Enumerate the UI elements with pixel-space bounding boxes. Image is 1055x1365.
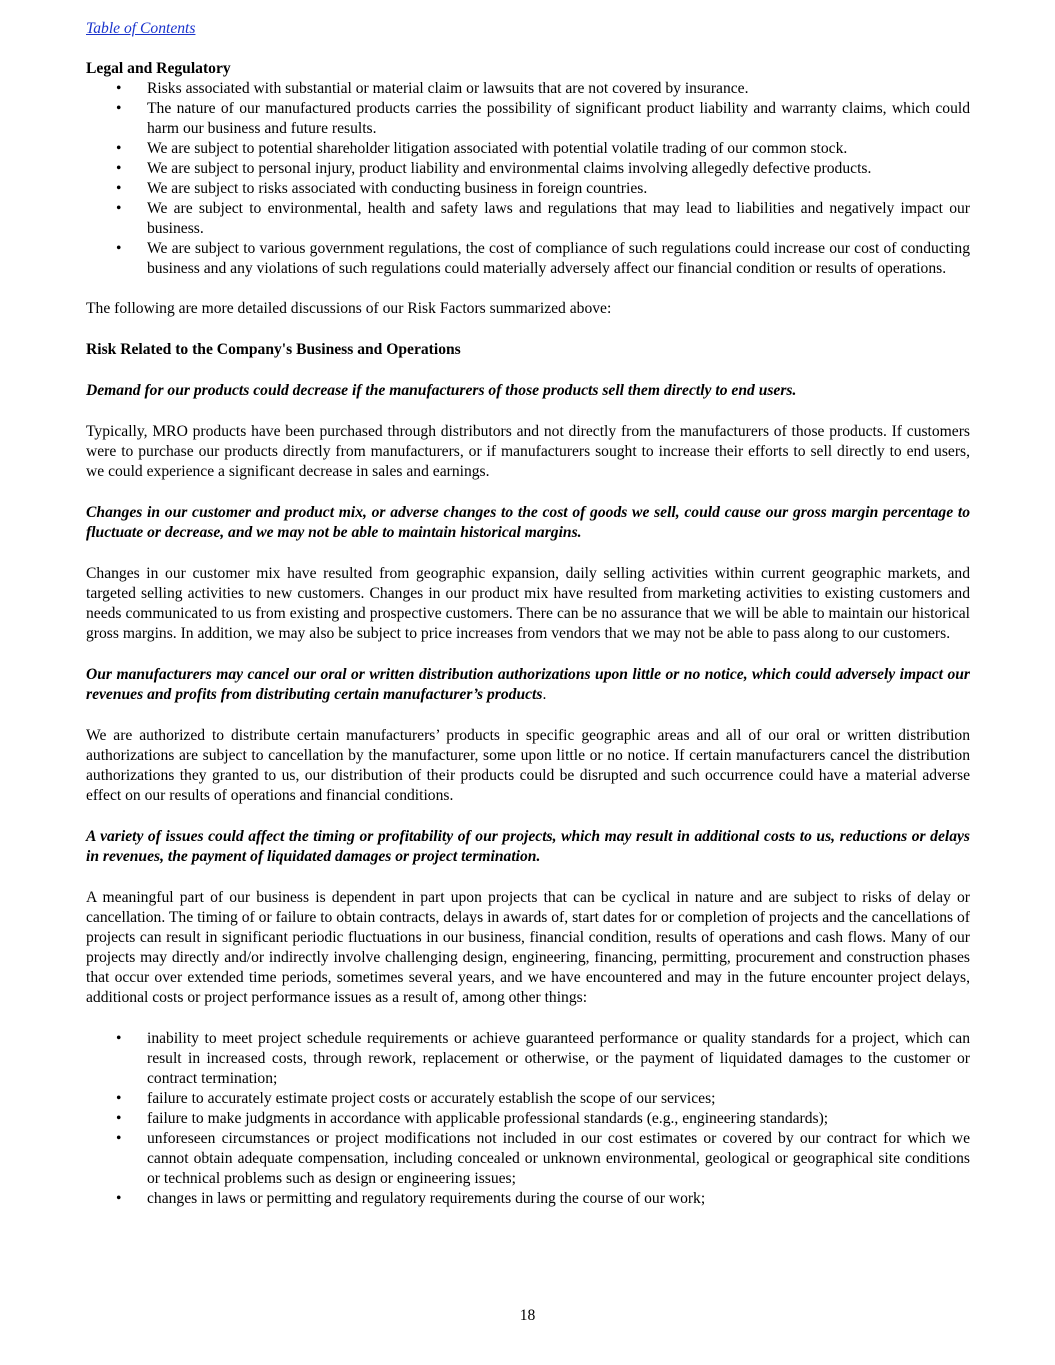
- project-issues-list: [86, 1029, 970, 1209]
- risk-body-margin: Changes in our customer mix have resulted from geographic expansion, daily selling activities within current geographic markets, and targeted selling activities to new customers. Changes in our product mix have resulted from marketing activities to existing customers and needs communicated to us from existing and prospective customers. There can be no assurance that we will be able to maintain our historical gross margins. In addition, we may also be subject to price increases from vendors that we may not be able to pass along to our customers.: [86, 565, 970, 642]
- document-page: [86, 19, 970, 1209]
- legal-regulatory-list: [86, 79, 970, 279]
- risk-heading-distribution: Our manufacturers may cancel our oral or written distribution authorizations upon little or no notice, which could adversely impact our revenues and profits from distributing certain manufacturer’s products.: [86, 666, 970, 703]
- list-item: • We are subject to environmental, health and safety laws and regulations that may lead to liabilities and negatively impact our business.: [116, 200, 970, 237]
- page-number: 18: [519, 1307, 536, 1324]
- list-item: • changes in laws or permitting and regulatory requirements during the course of our work;: [116, 1190, 706, 1207]
- list-item: • The nature of our manufactured products carries the possibility of significant product liability and warranty claims, which could harm our business and future results.: [116, 100, 970, 137]
- list-item: • inability to meet project schedule requirements or achieve guaranteed performance or quality standards for a project, which can result in increased costs, through rework, replacement or otherwise, or the payment of liquidated damages to the customer or contract termination;: [116, 1030, 970, 1087]
- bullet-icon: •: [116, 1030, 122, 1047]
- bullet-icon: •: [116, 1090, 122, 1107]
- bullet-icon: •: [116, 180, 122, 197]
- bullet-icon: •: [116, 1190, 122, 1207]
- bullet-icon: •: [116, 160, 122, 177]
- list-item: • We are subject to personal injury, product liability and environmental claims involving allegedly defective products.: [116, 160, 872, 177]
- risk-body-distribution: We are authorized to distribute certain manufacturers’ products in specific geographic areas and all of our oral or written distribution authorizations are subject to cancellation by the manufacturer, some upon little or no notice. If certain manufacturers cancel the distribution authorizations they granted to us, our distribution of their products could be disrupted and such occurrence could have a material adverse effect on our results of operations and financial conditions.: [86, 727, 970, 804]
- list-item: • failure to make judgments in accordance with applicable professional standards (e.g., engineering standards);: [116, 1110, 829, 1127]
- bullet-icon: •: [116, 1110, 122, 1127]
- list-item: • We are subject to risks associated with conducting business in foreign countries.: [116, 180, 648, 197]
- legal-regulatory-heading: Legal and Regulatory: [86, 60, 231, 77]
- list-item: • unforeseen circumstances or project modifications not included in our cost estimates or covered by our contract for which we cannot obtain adequate compensation, including concealed or unknown environmental, geological or geographical site conditions or technical problems such as design or engineering issues;: [116, 1130, 970, 1187]
- risk-heading-direct-sales: Demand for our products could decrease if the manufacturers of those products sell them directly to end users.: [86, 382, 797, 399]
- risk-body-direct-sales: Typically, MRO products have been purchased through distributors and not directly from the manufacturers of those products. If customers were to purchase our products directly from manufacturers, or if manufacturers sought to increase their efforts to sell directly to end users, we could experience a significant decrease in sales and earnings.: [86, 423, 970, 480]
- bullet-icon: •: [116, 1130, 122, 1147]
- risk-body-projects: A meaningful part of our business is dependent in part upon projects that can be cyclical in nature and are subject to risks of delay or cancellation. The timing of or failure to obtain contracts, delays in awards of, start dates for or completion of projects and the cancellations of projects can result in significant periodic fluctuations in our business, financial condition, results of operations and cash flows. Many of our projects may directly and/or indirectly involve challenging design, engineering, financing, permitting, procurement and construction phases that occur over extended time periods, sometimes several years, and we have encountered and may in the future encounter project delays, additional costs or project performance issues as a result of, among other things:: [86, 889, 970, 1006]
- bullet-icon: •: [116, 140, 122, 157]
- risk-heading-projects: A variety of issues could affect the timing or profitability of our projects, which may result in additional costs to us, reductions or delays in revenues, the payment of liquidated damages or project termination.: [86, 828, 970, 865]
- list-item: • We are subject to potential shareholder litigation associated with potential volatile trading of our common stock.: [116, 140, 848, 157]
- list-item: • failure to accurately estimate project costs or accurately establish the scope of our services;: [116, 1090, 716, 1107]
- bullet-icon: •: [116, 100, 122, 117]
- section-heading: Risk Related to the Company's Business and Operations: [86, 341, 461, 358]
- list-item: • We are subject to various government regulations, the cost of compliance of such regulations could increase our cost of conducting business and any violations of such regulations could materially adversely affect our financial condition or results of operations.: [116, 240, 970, 277]
- list-item: • Risks associated with substantial or material claim or lawsuits that are not covered by insurance.: [116, 80, 749, 97]
- bullet-icon: •: [116, 80, 122, 97]
- bullet-icon: •: [116, 240, 122, 257]
- bullet-icon: •: [116, 200, 122, 217]
- risk-heading-margin: Changes in our customer and product mix, or adverse changes to the cost of goods we sell, could cause our gross margin percentage to fluctuate or decrease, and we may not be able to maintain historical margins.: [86, 504, 970, 541]
- table-of-contents-link[interactable]: Table of Contents: [86, 20, 196, 37]
- intro-paragraph: The following are more detailed discussions of our Risk Factors summarized above:: [86, 300, 612, 317]
